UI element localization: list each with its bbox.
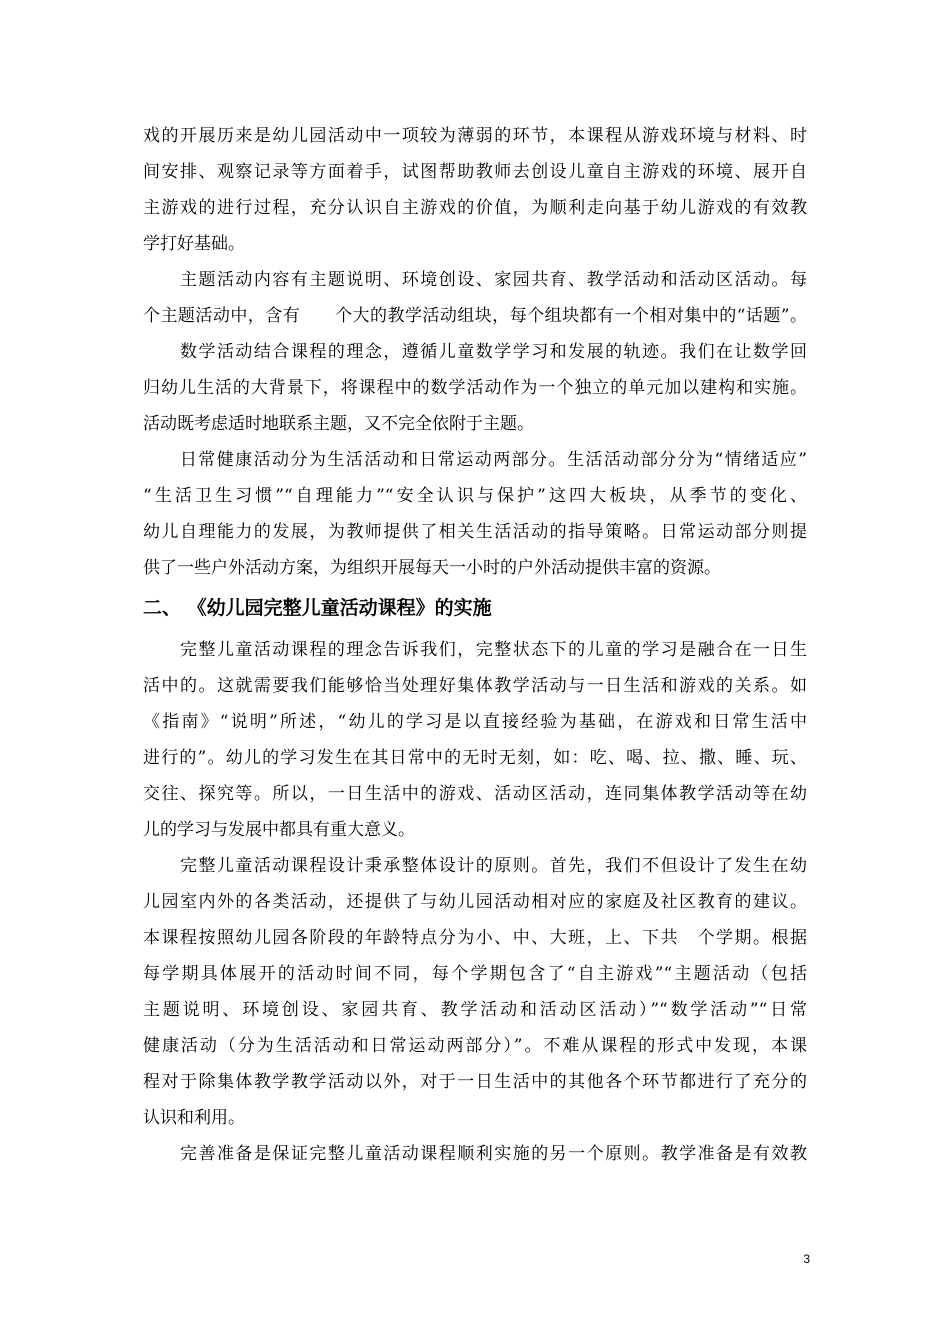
text-line: 认识和利用。 (143, 1108, 245, 1128)
text-line: 每学期具体展开的活动时间不同，每个学期包含了“自主游戏”“主题活动（包括 (143, 964, 807, 984)
text-line: 儿的学习与发展中都具有重大意义。 (143, 820, 415, 840)
text-line: 《指南》“说明”所述，“幼儿的学习是以直接经验为基础，在游戏和日常生活中 (143, 712, 807, 732)
text-line: 完善准备是保证完整儿童活动课程顺利实施的另一个原则。教学准备是有效教 (143, 1144, 807, 1164)
paragraph-7 (143, 1136, 807, 1172)
text-line: 健康活动（分为生活活动和日常运动两部分）”。不难从课程的形式中发现，本课 (143, 1036, 807, 1056)
text-line: 日常健康活动分为生活活动和日常运动两部分。生活活动部分分为“情绪适应” (143, 450, 807, 470)
text-line: 儿园室内外的各类活动，还提供了与幼儿园活动相对应的家庭及社区教育的建议。 (143, 892, 807, 912)
text-line: 戏的开展历来是幼儿园活动中一项较为薄弱的环节，本课程从游戏环境与材料、时 (143, 126, 807, 146)
text-line: 数学活动结合课程的理念，遵循儿童数学学习和发展的轨迹。我们在让数学回 (143, 342, 807, 362)
paragraph-3 (143, 334, 807, 442)
text-line: 本课程按照幼儿园各阶段的年龄特点分为小、中、大班，上、下共 个学期。根据 (143, 928, 807, 948)
paragraph-5 (143, 632, 807, 848)
text-line: 供了一些户外活动方案，为组织开展每天一小时的户外活动提供丰富的资源。 (143, 558, 721, 578)
text-line: 完整儿童活动课程设计秉承整体设计的原则。首先，我们不但设计了发生在幼 (143, 856, 807, 876)
text-line: 程对于除集体教学教学活动以外，对于一日生活中的其他各个环节都进行了充分的 (143, 1072, 807, 1092)
text-line: 主题活动内容有主题说明、环境创设、家园共育、教学活动和活动区活动。每 (143, 270, 807, 290)
section-heading: 二、 《幼儿园完整儿童活动课程》的实施 (143, 597, 492, 619)
text-line: 主题说明、环境创设、家园共育、教学活动和活动区活动）”“数学活动”“日常 (143, 1000, 807, 1020)
text-line: 主游戏的进行过程，充分认识自主游戏的价值，为顺利走向基于幼儿游戏的有效教 (143, 198, 807, 218)
paragraph-6 (143, 848, 807, 1136)
page-number: 3 (803, 1252, 810, 1266)
text-line: “生活卫生习惯”“自理能力”“安全认识与保护”这四大板块，从季节的变化、 (143, 486, 807, 506)
paragraph-1 (143, 118, 807, 262)
text-line: 个主题活动中，含有 个大的教学活动组块，每个组块都有一个相对集中的“话题”。 (143, 306, 807, 326)
paragraph-4 (143, 442, 807, 586)
text-line: 间安排、观察记录等方面着手，试图帮助教师去创设儿童自主游戏的环境、展开自 (143, 162, 807, 182)
text-line: 归幼儿生活的大背景下，将课程中的数学活动作为一个独立的单元加以建构和实施。 (143, 378, 807, 398)
paragraph-2 (143, 262, 807, 334)
body-text (143, 118, 807, 1172)
text-line: 幼儿自理能力的发展，为教师提供了相关生活活动的指导策略。日常运动部分则提 (143, 522, 807, 542)
text-line: 学打好基础。 (143, 234, 245, 254)
text-line: 进行的”。幼儿的学习发生在其日常中的无时无刻，如：吃、喝、拉、撒、睡、玩、 (143, 748, 807, 768)
text-line: 活动既考虑适时地联系主题，又不完全依附于主题。 (143, 414, 534, 434)
text-line: 活中的。这就需要我们能够恰当处理好集体教学活动与一日生活和游戏的关系。如 (143, 676, 807, 696)
text-line: 交往、探究等。所以，一日生活中的游戏、活动区活动，连同集体教学活动等在幼 (143, 784, 807, 804)
text-line: 完整儿童活动课程的理念告诉我们，完整状态下的儿童的学习是融合在一日生 (143, 640, 807, 660)
